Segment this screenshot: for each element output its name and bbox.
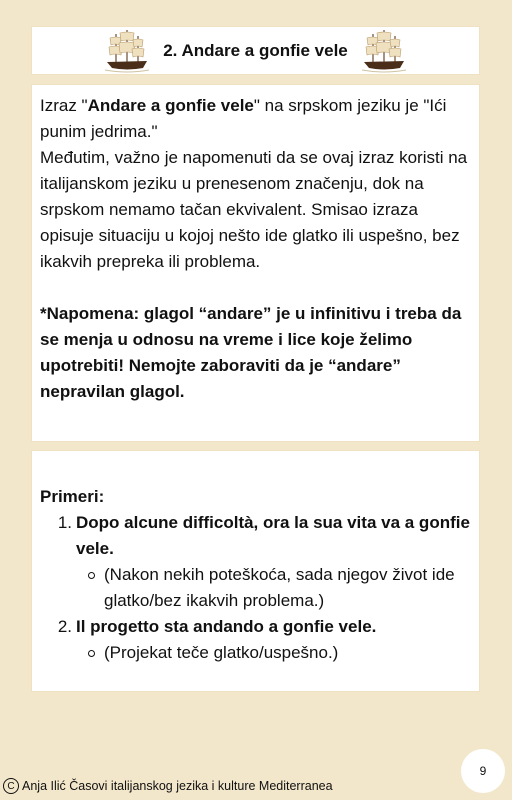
page-title: 2. Andare a gonfie vele (163, 40, 348, 60)
footer-author: Anja Ilić Časovi italijanskog jezika i kulture Mediterranea (22, 779, 333, 793)
page-number-badge: 9 (461, 749, 505, 793)
circle-bullet-icon (80, 562, 104, 614)
sailing-ship-icon (362, 28, 406, 74)
example-translation: (Projekat teče glatko/uspešno.) (104, 643, 339, 662)
intro-text-start: Izraz " (40, 96, 88, 115)
explanation-text (40, 93, 468, 405)
intro-text-end: " na srpskom jeziku je "Ići punim jedrima." (40, 96, 447, 141)
example-item (40, 510, 470, 562)
example-translation: (Nakon nekih poteškoća, sada njegov život ide glatko/bez ikakvih problema.) (104, 565, 455, 610)
example-sentence: Dopo alcune difficoltà, ora la sua vita va a gonfie vele. (76, 513, 470, 558)
example-item (40, 614, 470, 640)
idiom-highlight: Andare a gonfie vele (87, 96, 254, 115)
sailing-ship-icon (105, 28, 149, 74)
circle-bullet-icon (80, 640, 104, 666)
explanation-card (32, 85, 479, 441)
intro-paragraph (40, 93, 468, 145)
title-card (32, 27, 479, 74)
example-sentence: Il progetto sta andando a gonfie vele. (76, 617, 377, 636)
copyright-icon: C (3, 778, 19, 794)
examples-card (32, 451, 479, 691)
example-translation-item (40, 640, 470, 666)
example-translation-item (40, 562, 470, 614)
meaning-paragraph: Međutim, važno je napomenuti da se ovaj izraz koristi na italijanskom jeziku u prenesenom značenju, dok na srpskom nemamo tačan ekvivalent. Smisao izraza opisuje situaciju u kojoj nešto ide glatko ili uspešno, bez ikakvih prepreka ili problema. (40, 148, 468, 271)
examples-heading: Primeri: (40, 487, 105, 506)
footer (3, 778, 333, 794)
grammar-note: *Napomena: glagol “andare” je u infinitivu i treba da se menja u odnosu na vreme i lice koje želimo upotrebiti! Nemojte zaboraviti da je “andare” nepravilan glagol. (40, 304, 462, 401)
example-number: 1. (57, 513, 72, 532)
example-number: 2. (57, 617, 72, 636)
